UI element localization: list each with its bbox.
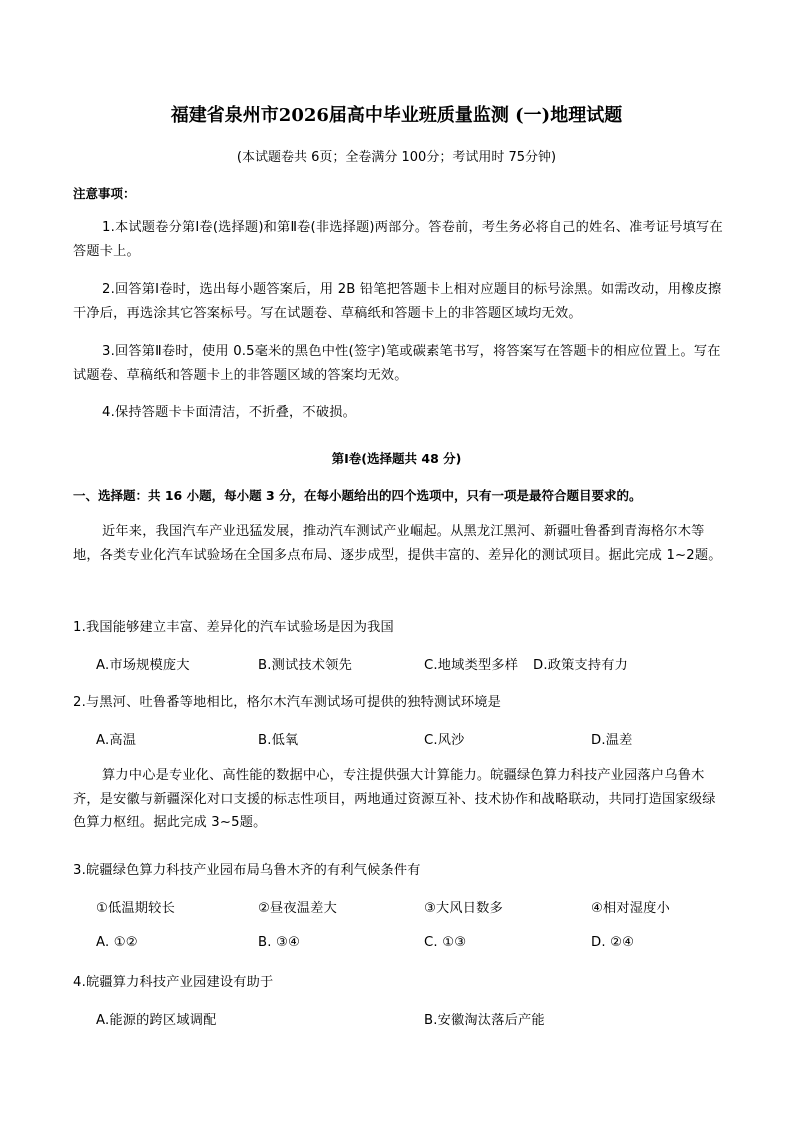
exam-info-subtitle: (本试题卷共 6页；全卷满分 100分；考试用时 75分钟): [236, 150, 557, 165]
question-3-option-d: D. ②④: [591, 935, 635, 950]
notice-item-2: 2.回答第Ⅰ卷时，选出每小题答案后，用 2B 铅笔把答题卡上相对应题目的标号涂黑。如需改动，用橡皮擦干净后，再选涂其它答案标号。写在试题卷、草稿纸和答题卡上的非答题区域均无效。: [73, 282, 722, 321]
question-2-stem: 2.与黑河、吐鲁番等地相比，格尔木汽车测试场可提供的独特测试环境是: [73, 695, 501, 710]
question-1-option-d: D.政策支持有力: [533, 658, 629, 673]
question-3-item-3: ③大风日数多: [424, 901, 503, 916]
question-3-option-a: A. ①②: [96, 935, 138, 950]
question-4-stem: 4.皖疆算力科技产业园建设有助于: [73, 975, 274, 990]
question-2-option-a: A.高温: [96, 733, 137, 748]
question-3-option-b: B. ③④: [258, 935, 301, 950]
question-4-option-b: B.安徽淘汰落后产能: [424, 1013, 545, 1028]
question-3-option-c: C. ①③: [424, 935, 467, 950]
notice-heading: 注意事项：: [73, 186, 136, 201]
passage-1: 近年来，我国汽车产业迅猛发展，推动汽车测试产业崛起。从黑龙江黑河、新疆吐鲁番到青海格尔木等地，各类专业化汽车试验场在全国多点布局、逐步成型，提供丰富的、差异化的测试项目。据此完成 1~2题。: [73, 524, 722, 563]
section-title: 第Ⅰ卷(选择题共 48 分): [331, 451, 462, 466]
question-3-item-1: ①低温期较长: [96, 901, 175, 916]
question-1-option-a: A.市场规模庞大: [96, 658, 190, 673]
question-4-option-a: A.能源的跨区域调配: [96, 1013, 217, 1028]
question-3-item-4: ④相对湿度小: [591, 901, 670, 916]
question-2-option-d: D.温差: [591, 733, 633, 748]
question-3-item-2: ②昼夜温差大: [258, 901, 337, 916]
question-3-stem: 3.皖疆绿色算力科技产业园布局乌鲁木齐的有利气候条件有: [73, 863, 421, 878]
question-1-option-c: C.地域类型多样: [424, 658, 519, 673]
question-1-option-b: B.测试技术领先: [258, 658, 352, 673]
page-title: 福建省泉州市2026届高中毕业班质量监测 (一)地理试题: [170, 105, 623, 126]
notice-item-4: 4.保持答题卡卡面清洁，不折叠，不破损。: [102, 405, 356, 420]
notice-item-1: 1.本试题卷分第Ⅰ卷(选择题)和第Ⅱ卷(非选择题)两部分。答卷前，考生务必将自己的姓名、准考证号填写在答题卡上。: [73, 220, 723, 259]
notice-item-3: 3.回答第Ⅱ卷时，使用 0.5毫米的黑色中性(签字)笔或碳素笔书写，将答案写在答题卡的相应位置上。写在试题卷、草稿纸和答题卡上的非答题区域的答案均无效。: [73, 344, 721, 383]
passage-2: 算力中心是专业化、高性能的数据中心，专注提供强大计算能力。皖疆绿色算力科技产业园落户乌鲁木齐，是安徽与新疆深化对口支援的标志性项目，两地通过资源互补、技术协作和战略联动，共同打造国家级绿色算力枢纽。据此完成 3~5题。: [73, 768, 716, 830]
section-instruction: 一、选择题：共 16 小题，每小题 3 分，在每小题给出的四个选项中，只有一项是最符合题目要求的。: [73, 488, 642, 503]
question-2-option-b: B.低氧: [258, 733, 299, 748]
question-1-stem: 1.我国能够建立丰富、差异化的汽车试验场是因为我国: [73, 620, 394, 635]
question-2-option-c: C.风沙: [424, 733, 465, 748]
